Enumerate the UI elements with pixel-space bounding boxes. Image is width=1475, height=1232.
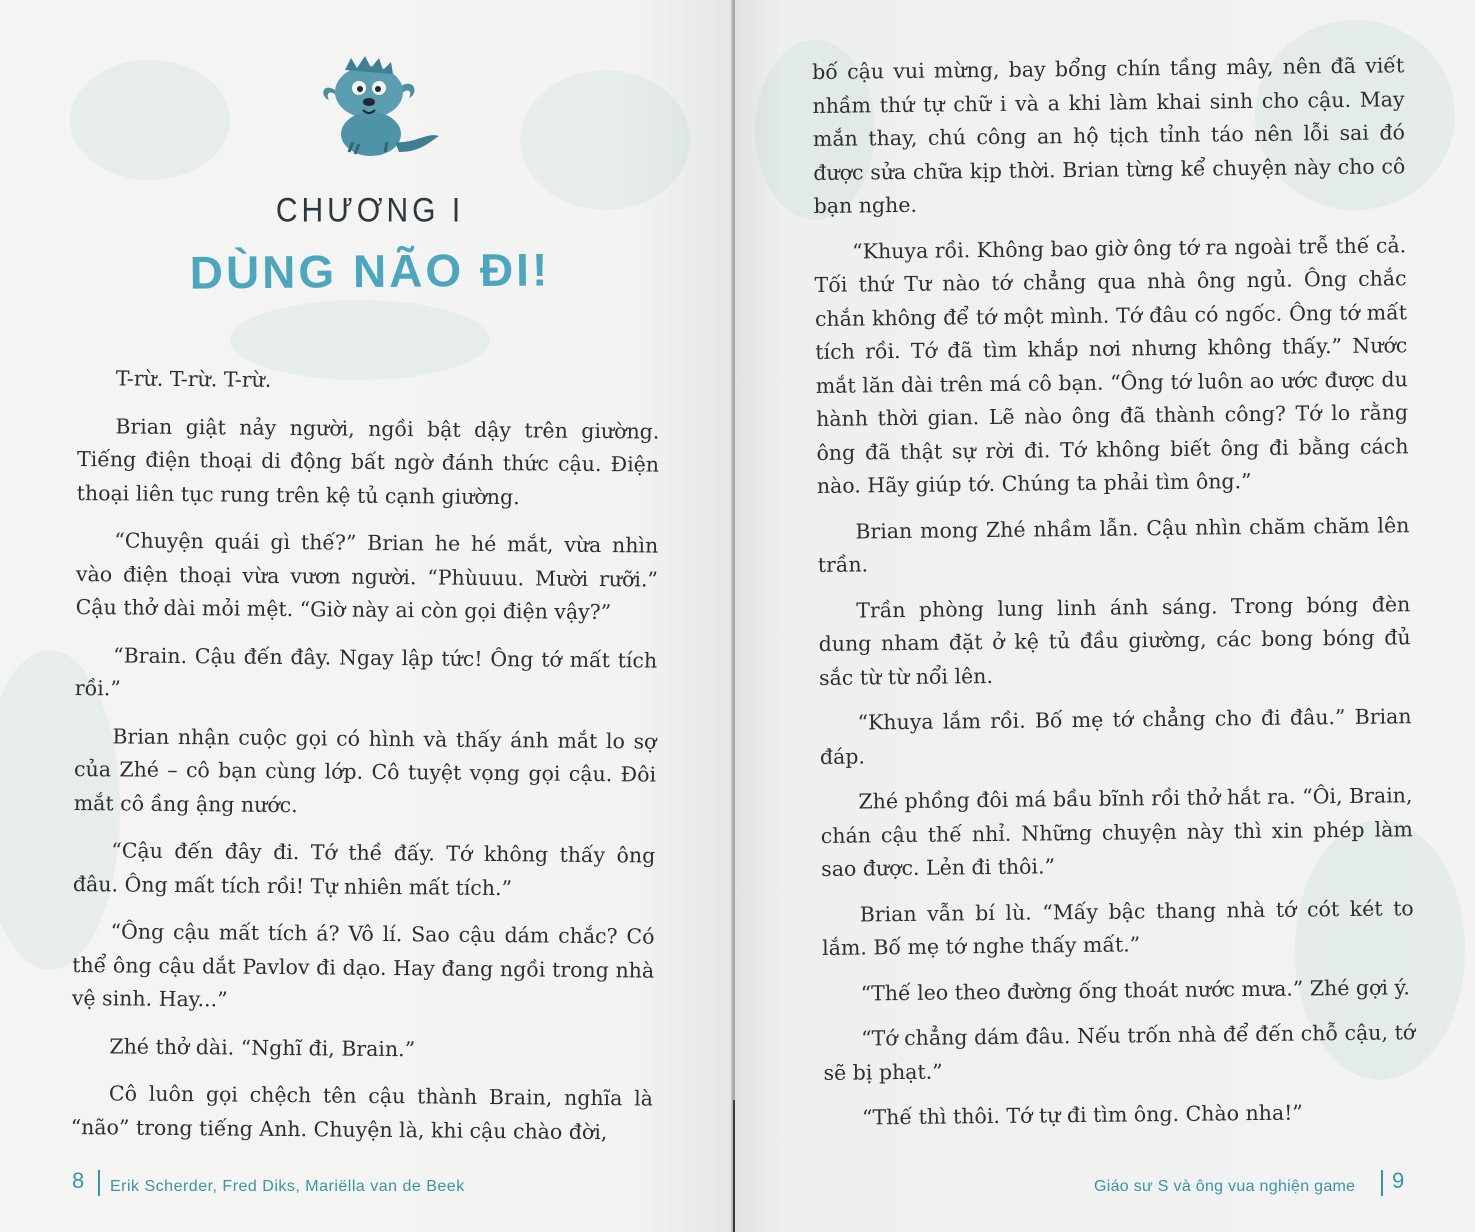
paragraph: “Khuya lắm rồi. Bố mẹ tớ chẳng cho đi đâu.” Brian đáp. — [819, 704, 1412, 769]
paragraph: “Brain. Cậu đến đây. Ngay lập tức! Ông tớ mất tích rồi.” — [74, 642, 658, 701]
paragraph: Trần phòng lung linh ánh sáng. Trong bóng đèn dung nham đặt ở kệ tủ đầu giường, các bong bóng đủ sắc từ từ nổi lên. — [818, 591, 1411, 690]
paragraph: Brian mong Zhé nhầm lẫn. Cậu nhìn chăm chăm lên trần. — [817, 512, 1410, 577]
running-footer-title: Giáo sư S và ông vua nghiện game — [1094, 1178, 1356, 1195]
paragraph: “Thế leo theo đường ống thoát nước mưa.” Zhé gợi ý. — [860, 974, 1410, 1006]
chapter-title: DÙNG NÃO ĐI! — [189, 243, 551, 299]
page-number-left: 8 — [72, 1168, 85, 1193]
paragraph: bố cậu vui mừng, bay bổng chín tầng mây, nên đã viết nhầm thứ tự chữ i và a khi làm khai sinh cho cậu. May mắn thay, chú công an hộ tịch tỉnh táo nên lỗi sai đó được sửa chữa kịp thời. Brian từng kể chuyện này cho cô bạn nghe. — [812, 53, 1406, 218]
paragraph: Brian giật nảy người, ngồi bật dậy trên giường. Tiếng điện thoại di động bất ngờ đánh thức cậu. Điện thoại liên tục rung trên kệ tủ cạnh giường. — [76, 413, 660, 509]
page-number-right: 9 — [1392, 1168, 1405, 1193]
paragraph: Zhé thở dài. “Nghĩ đi, Brain.” — [109, 1033, 416, 1061]
paragraph: “Ông cậu mất tích á? Vô lí. Sao cậu dám chắc? Có thể ông cậu dắt Pavlov đi dạo. Hay đang ngồi trong nhà vệ sinh. Hay...” — [71, 919, 655, 1012]
background-illustration — [70, 60, 230, 180]
paragraph: Brian nhận cuộc gọi có hình và thấy ánh mắt lo sợ của Zhé – cô bạn cùng lớp. Cô tuyệt vọng gọi cậu. Đôi mắt cô ầng ậng nước. — [73, 723, 657, 817]
paragraph: T-rừ. T-rừ. T-rừ. — [115, 366, 272, 392]
furry-dog-mascot-illustration — [315, 52, 443, 160]
paragraph: “Cậu đến đây đi. Tớ thề đấy. Tớ không thấy ông đâu. Ông mất tích rồi! Tự nhiên mất tích.” — [72, 838, 656, 900]
right-page-body — [812, 49, 1416, 1147]
footer-divider — [1381, 1170, 1383, 1196]
paragraph: “Khuya rồi. Không bao giờ ông tớ ra ngoài trễ thế cả. Tối thứ Tư nào tớ chẳng qua nhà ông ngủ. Ông chắc chắn không để tớ một mình. Tớ đâu có ngốc. Ông tớ mất tích rồi. Tớ đã tìm khắp nơi nhưng không thấy.” Nước mắt lăn dài trên má cô bạn. “Ông tớ luôn ao ước được du hành thời gian. Lẽ nào ông đã thành công? Tớ lo rằng ông đã thật sự rời đi. Tớ không biết ông đi bằng cách nào. Hãy giúp tớ. Chúng ta phải tìm ông.” — [814, 232, 1409, 498]
footer-divider — [98, 1170, 100, 1196]
running-footer-authors: Erik Scherder, Fred Diks, Mariëlla van de Beek — [110, 1178, 465, 1195]
background-illustration — [520, 70, 690, 210]
paragraph: Zhé phồng đôi má bầu bĩnh rồi thở hắt ra. “Ôi, Brain, chán cậu thế nhỉ. Những chuyện này thì xin phép làm sao được. Lẻn đi thôi.” — [820, 783, 1413, 881]
left-page-body — [70, 362, 660, 1164]
paragraph: “Thế thì thôi. Tớ tự đi tìm ông. Chào nha!” — [861, 1100, 1303, 1130]
chapter-label: CHƯƠNG I — [275, 191, 465, 230]
paragraph: “Chuyện quái gì thế?” Brian he hé mắt, vừa nhìn vào điện thoại vừa vươn người. “Phùuuu. Mười rưỡi.” Cậu thở dài mỏi mệt. “Giờ này ai còn gọi điện vậy?” — [75, 528, 659, 625]
paragraph: “Tớ chẳng dám đâu. Nếu trốn nhà để đến chỗ cậu, tớ sẽ bị phạt.” — [823, 1020, 1416, 1085]
paragraph: Cô luôn gọi chệch tên cậu thành Brain, nghĩa là “não” trong tiếng Anh. Chuyện là, khi cậu chào đời, — [70, 1081, 654, 1144]
paragraph: Brian vẫn bí lù. “Mấy bậc thang nhà tớ cót két to lắm. Bố mẹ tớ nghe thấy mất.” — [821, 895, 1414, 960]
